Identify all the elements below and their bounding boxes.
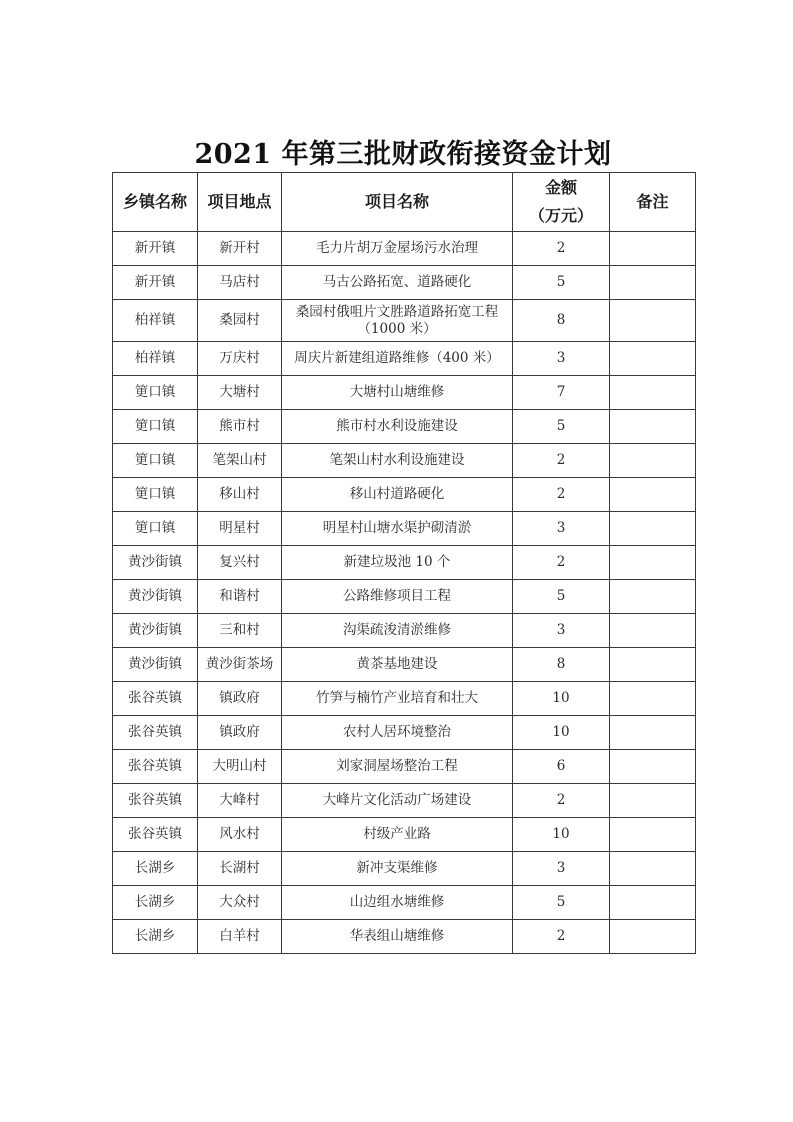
location-cell: 复兴村 xyxy=(198,546,282,580)
remarks-cell xyxy=(610,784,696,818)
location-cell: 风水村 xyxy=(198,818,282,852)
town-cell: 长湖乡 xyxy=(113,920,198,954)
remarks-cell xyxy=(610,920,696,954)
project-name-cell: 华表组山塘维修 xyxy=(282,920,513,954)
location-cell: 大塘村 xyxy=(198,376,282,410)
location-cell: 镇政府 xyxy=(198,716,282,750)
table-row xyxy=(113,444,696,478)
header-amount-unit: （万元） xyxy=(528,206,593,225)
header-row xyxy=(113,173,696,232)
project-name-cell: 大峰片文化活动广场建设 xyxy=(282,784,513,818)
table-body xyxy=(113,232,696,954)
town-cell: 筻口镇 xyxy=(113,444,198,478)
document-title: 2021 年第三批财政衔接资金计划 xyxy=(194,139,612,170)
amount-cell: 10 xyxy=(513,682,610,716)
remarks-cell xyxy=(610,614,696,648)
amount-cell: 2 xyxy=(513,784,610,818)
location-cell: 镇政府 xyxy=(198,682,282,716)
location-cell: 马店村 xyxy=(198,266,282,300)
amount-cell: 3 xyxy=(513,342,610,376)
header-remarks: 备注 xyxy=(610,173,696,232)
remarks-cell xyxy=(610,648,696,682)
remarks-cell xyxy=(610,716,696,750)
amount-cell: 2 xyxy=(513,444,610,478)
town-cell: 黄沙街镇 xyxy=(113,648,198,682)
remarks-cell xyxy=(610,546,696,580)
remarks-cell xyxy=(610,300,696,342)
table-row xyxy=(113,580,696,614)
project-name-cell: 新冲支渠维修 xyxy=(282,852,513,886)
header-amount xyxy=(513,173,610,232)
town-cell: 新开镇 xyxy=(113,266,198,300)
amount-cell: 5 xyxy=(513,410,610,444)
town-cell: 黄沙街镇 xyxy=(113,580,198,614)
location-cell: 和谐村 xyxy=(198,580,282,614)
amount-cell: 2 xyxy=(513,478,610,512)
remarks-cell xyxy=(610,682,696,716)
funding-plan-table xyxy=(112,172,696,954)
location-cell: 白羊村 xyxy=(198,920,282,954)
project-name-cell: 马古公路拓宽、道路硬化 xyxy=(282,266,513,300)
town-cell: 新开镇 xyxy=(113,232,198,266)
town-cell: 张谷英镇 xyxy=(113,750,198,784)
location-cell: 笔架山村 xyxy=(198,444,282,478)
town-cell: 长湖乡 xyxy=(113,852,198,886)
location-cell: 大众村 xyxy=(198,886,282,920)
town-cell: 筻口镇 xyxy=(113,478,198,512)
header-amount-label: 金额 xyxy=(544,178,577,197)
remarks-cell xyxy=(610,512,696,546)
town-cell: 筻口镇 xyxy=(113,410,198,444)
town-cell: 柏祥镇 xyxy=(113,300,198,342)
amount-cell: 2 xyxy=(513,546,610,580)
table-row xyxy=(113,648,696,682)
location-cell: 熊市村 xyxy=(198,410,282,444)
project-name-cell: 竹笋与楠竹产业培育和壮大 xyxy=(282,682,513,716)
town-cell: 筻口镇 xyxy=(113,376,198,410)
table-row xyxy=(113,410,696,444)
project-name-cell: 毛力片胡万金屋场污水治理 xyxy=(282,232,513,266)
town-cell: 筻口镇 xyxy=(113,512,198,546)
location-cell: 移山村 xyxy=(198,478,282,512)
project-name-cell: 公路维修项目工程 xyxy=(282,580,513,614)
table-row xyxy=(113,614,696,648)
table-row xyxy=(113,920,696,954)
amount-cell: 10 xyxy=(513,818,610,852)
table-row xyxy=(113,342,696,376)
location-cell: 大峰村 xyxy=(198,784,282,818)
remarks-cell xyxy=(610,852,696,886)
amount-cell: 5 xyxy=(513,266,610,300)
project-name-cell: 山边组水塘维修 xyxy=(282,886,513,920)
project-name-cell: 移山村道路硬化 xyxy=(282,478,513,512)
location-cell: 大明山村 xyxy=(198,750,282,784)
project-name-cell: 村级产业路 xyxy=(282,818,513,852)
header-location: 项目地点 xyxy=(198,173,282,232)
amount-cell: 3 xyxy=(513,852,610,886)
remarks-cell xyxy=(610,342,696,376)
amount-cell: 2 xyxy=(513,232,610,266)
project-name-cell: 新建垃圾池 10 个 xyxy=(282,546,513,580)
amount-cell: 8 xyxy=(513,648,610,682)
table-row xyxy=(113,376,696,410)
remarks-cell xyxy=(610,750,696,784)
amount-cell: 6 xyxy=(513,750,610,784)
remarks-cell xyxy=(610,580,696,614)
table-row xyxy=(113,818,696,852)
project-name-cell: 黄茶基地建设 xyxy=(282,648,513,682)
table-row xyxy=(113,512,696,546)
remarks-cell xyxy=(610,886,696,920)
table-row xyxy=(113,546,696,580)
project-name-cell: 明星村山塘水渠护砌清淤 xyxy=(282,512,513,546)
amount-cell: 8 xyxy=(513,300,610,342)
table-row xyxy=(113,784,696,818)
amount-cell: 3 xyxy=(513,512,610,546)
location-cell: 万庆村 xyxy=(198,342,282,376)
location-cell: 黄沙街茶场 xyxy=(198,648,282,682)
project-name-cell: 周庆片新建组道路维修（400 米） xyxy=(282,342,513,376)
location-cell: 明星村 xyxy=(198,512,282,546)
location-cell: 三和村 xyxy=(198,614,282,648)
table-row xyxy=(113,852,696,886)
project-name-cell: 笔架山村水利设施建设 xyxy=(282,444,513,478)
town-cell: 黄沙街镇 xyxy=(113,546,198,580)
town-cell: 黄沙街镇 xyxy=(113,614,198,648)
location-cell: 新开村 xyxy=(198,232,282,266)
project-name-cell: 沟渠疏浚清淤维修 xyxy=(282,614,513,648)
town-cell: 柏祥镇 xyxy=(113,342,198,376)
location-cell: 桑园村 xyxy=(198,300,282,342)
town-cell: 张谷英镇 xyxy=(113,682,198,716)
town-cell: 张谷英镇 xyxy=(113,784,198,818)
project-name-cell: 熊市村水利设施建设 xyxy=(282,410,513,444)
amount-cell: 3 xyxy=(513,614,610,648)
town-cell: 长湖乡 xyxy=(113,886,198,920)
header-town: 乡镇名称 xyxy=(113,173,198,232)
remarks-cell xyxy=(610,232,696,266)
remarks-cell xyxy=(610,410,696,444)
project-name-cell: 农村人居环境整治 xyxy=(282,716,513,750)
remarks-cell xyxy=(610,376,696,410)
project-name-cell: 刘家洞屋场整治工程 xyxy=(282,750,513,784)
amount-cell: 10 xyxy=(513,716,610,750)
town-cell: 张谷英镇 xyxy=(113,716,198,750)
amount-cell: 5 xyxy=(513,580,610,614)
remarks-cell xyxy=(610,266,696,300)
table-row xyxy=(113,300,696,342)
remarks-cell xyxy=(610,444,696,478)
table-row xyxy=(113,682,696,716)
project-name-cell: 大塘村山塘维修 xyxy=(282,376,513,410)
amount-cell: 2 xyxy=(513,920,610,954)
amount-cell: 7 xyxy=(513,376,610,410)
amount-cell: 5 xyxy=(513,886,610,920)
remarks-cell xyxy=(610,478,696,512)
table-row xyxy=(113,716,696,750)
table-row xyxy=(113,266,696,300)
table-row xyxy=(113,750,696,784)
project-name-cell: 桑园村俄咀片文胜路道路拓宽工程 （1000 米） xyxy=(282,300,513,342)
town-cell: 张谷英镇 xyxy=(113,818,198,852)
table-row xyxy=(113,886,696,920)
header-project-name: 项目名称 xyxy=(282,173,513,232)
table-header xyxy=(113,173,696,232)
location-cell: 长湖村 xyxy=(198,852,282,886)
remarks-cell xyxy=(610,818,696,852)
table-row xyxy=(113,232,696,266)
table-row xyxy=(113,478,696,512)
